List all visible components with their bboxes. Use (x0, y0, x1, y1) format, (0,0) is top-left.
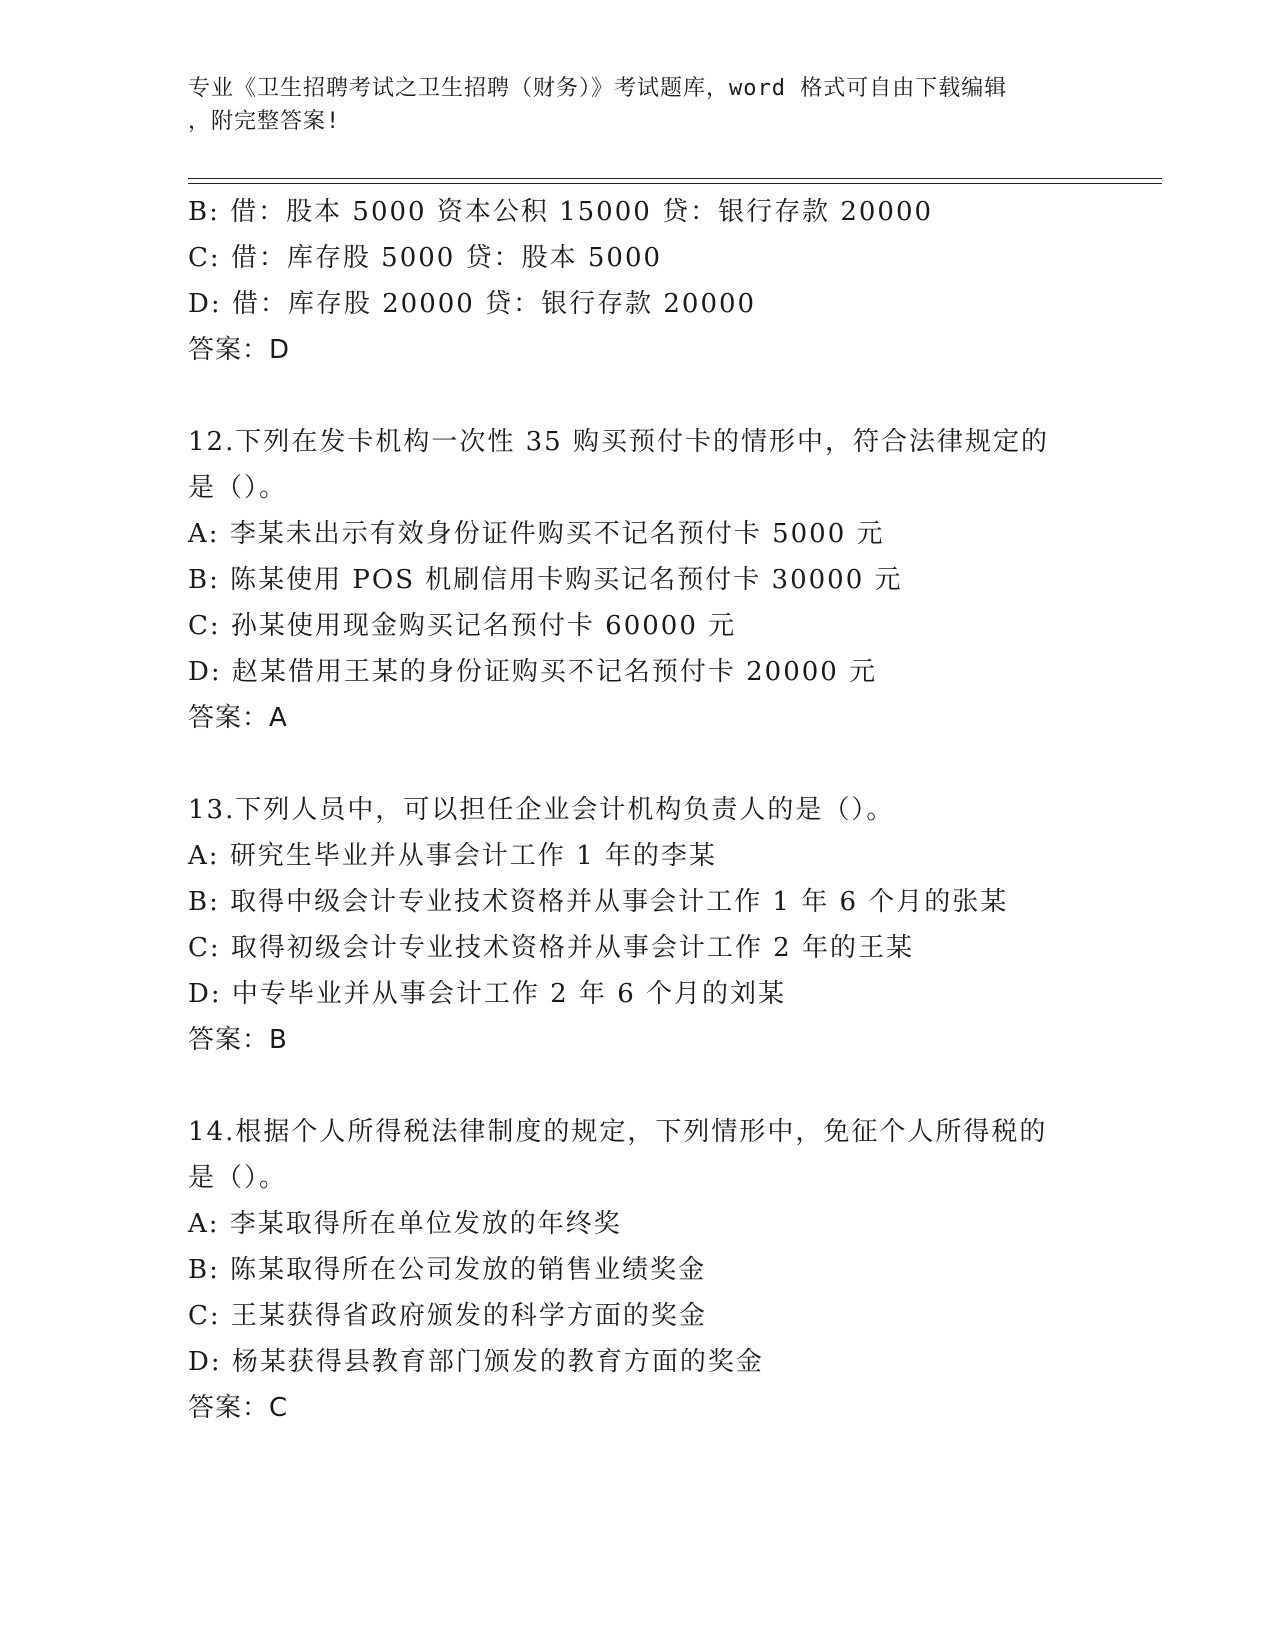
question-14 (188, 1109, 1088, 1431)
q13-answer: 答案：B (188, 1025, 288, 1055)
q12-answer: 答案：A (188, 703, 288, 733)
q13-option-c: C: 取得初级会计专业技术资格并从事会计工作 2 年的王某 (188, 933, 914, 963)
header-divider-bottom (188, 183, 1162, 184)
q13-option-d: D: 中专毕业并从事会计工作 2 年 6 个月的刘某 (188, 979, 787, 1009)
question-13 (188, 787, 1088, 1063)
question-11-tail (188, 189, 1088, 373)
q11-option-b: B: 借：股本 5000 资本公积 15000 贷：银行存款 20000 (188, 197, 934, 227)
spacer (188, 373, 1088, 419)
q13-stem-line-1: 13.下列人员中，可以担任企业会计机构负责人的是（）。 (188, 795, 895, 825)
q14-option-b: B: 陈某取得所在公司发放的销售业绩奖金 (188, 1255, 707, 1285)
q12-option-d: D: 赵某借用王某的身份证购买不记名预付卡 20000 元 (188, 657, 878, 687)
q12-stem-line-2: 是（）。 (188, 473, 288, 503)
header-divider-top (188, 178, 1162, 179)
question-12 (188, 419, 1088, 741)
header-line-2: ，附完整答案! (188, 109, 341, 134)
q12-stem-line-1: 12.下列在发卡机构一次性 35 购买预付卡的情形中，符合法律规定的 (188, 427, 1049, 457)
q11-option-c: C: 借：库存股 5000 贷：股本 5000 (188, 243, 663, 273)
spacer (188, 741, 1088, 787)
document-header (188, 72, 1088, 138)
q12-option-c: C: 孙某使用现金购买记名预付卡 60000 元 (188, 611, 737, 641)
q14-stem-line-2: 是（）。 (188, 1163, 288, 1193)
q13-option-b: B: 取得中级会计专业技术资格并从事会计工作 1 年 6 个月的张某 (188, 887, 1009, 917)
header-line-1: 专业《卫生招聘考试之卫生招聘（财务）》考试题库，word 格式可自由下载编辑 (188, 76, 1008, 101)
q14-option-d: D: 杨某获得县教育部门颁发的教育方面的奖金 (188, 1347, 764, 1377)
q14-answer: 答案：C (188, 1393, 289, 1423)
question-content (188, 189, 1088, 1431)
q14-option-c: C: 王某获得省政府颁发的科学方面的奖金 (188, 1301, 707, 1331)
q12-option-a: A: 李某未出示有效身份证件购买不记名预付卡 5000 元 (188, 519, 885, 549)
spacer (188, 1063, 1088, 1109)
q13-option-a: A: 研究生毕业并从事会计工作 1 年的李某 (188, 841, 717, 871)
q12-option-b: B: 陈某使用 POS 机刷信用卡购买记名预付卡 30000 元 (188, 565, 903, 595)
q11-answer: 答案：D (188, 335, 291, 365)
q14-stem-line-1: 14.根据个人所得税法律制度的规定，下列情形中，免征个人所得税的 (188, 1117, 1048, 1147)
q14-option-a: A: 李某取得所在单位发放的年终奖 (188, 1209, 622, 1239)
q11-option-d: D: 借：库存股 20000 贷：银行存款 20000 (188, 289, 757, 319)
